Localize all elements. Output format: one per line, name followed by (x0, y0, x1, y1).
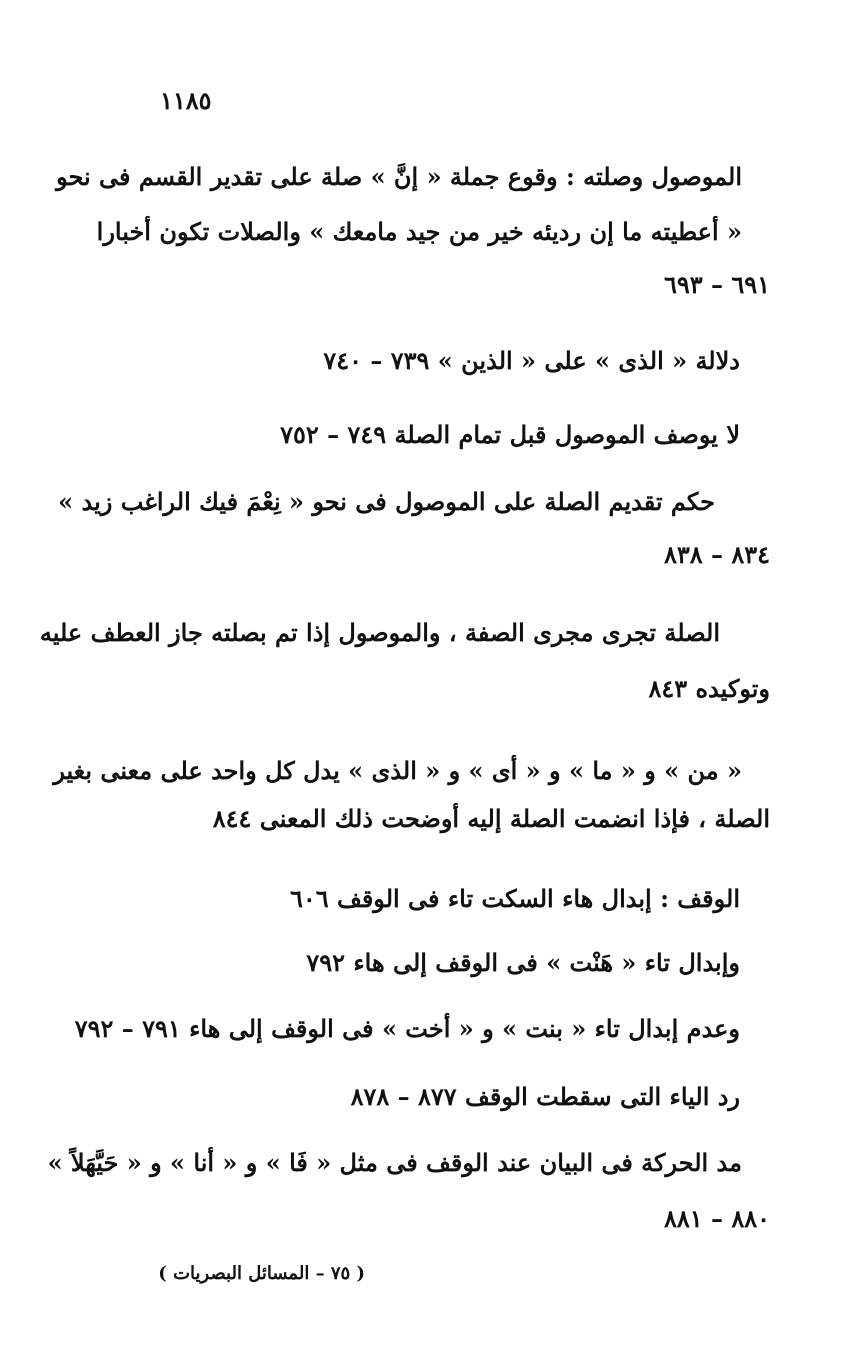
index-entry-line: لا يوصف الموصول قبل تمام الصلة ٧٤٩ – ٧٥٢ (280, 420, 740, 449)
index-entry-line: وعدم إبدال تاء « بنت » و « أخت » فى الوقف إلى هاء ٧٩١ – ٧٩٢ (74, 1014, 740, 1043)
page-footer: ( ٧٥ – المسائل البصريات ) (158, 1263, 365, 1284)
index-entry-line: رد الياء التى سقطت الوقف ٨٧٧ – ٨٧٨ (350, 1082, 740, 1111)
index-entry-line: الصلة تجرى مجرى الصفة ، والموصول إذا تم بصلته جاز العطف عليه (39, 618, 720, 647)
index-entry-line: الموصول وصلته : وقوع جملة « إنَّ » صلة على تقدير القسم فى نحو (56, 162, 742, 191)
index-entry-line: « من » و « ما » و « أى » و « الذى » يدل كل واحد على معنى بغير (53, 756, 742, 785)
index-entry-line: ٨٣٤ – ٨٣٨ (663, 540, 770, 569)
index-entry-line: الوقف : إبدال هاء السكت تاء فى الوقف ٦٠٦ (289, 884, 740, 913)
index-entry-line: الصلة ، فإذا انضمت الصلة إليه أوضحت ذلك المعنى ٨٤٤ (212, 804, 770, 833)
index-entry-line: حكم تقديم الصلة على الموصول فى نحو « نِعْمَ فيك الراغب زيد » (58, 487, 715, 516)
index-entry-line: وإبدال تاء « هَنْت » فى الوقف إلى هاء ٧٩٢ (306, 948, 740, 977)
index-entry-line: دلالة « الذى » على « الذين » ٧٣٩ – ٧٤٠ (323, 346, 740, 375)
index-entry-line: ٨٨٠ – ٨٨١ (663, 1204, 770, 1233)
index-entry-line: وتوكيده ٨٤٣ (648, 674, 770, 703)
index-entry-line: مد الحركة فى البيان عند الوقف فى مثل « فَا » و « أنا » و « حَيَّهَلاً » (47, 1148, 742, 1177)
page-number: ١١٨٥ (160, 86, 212, 115)
index-entry-line: ٦٩١ – ٦٩٣ (663, 270, 770, 299)
index-entry-line: « أعطيته ما إن رديئه خير من جيد مامعك » والصلات تكون أخبارا (96, 217, 742, 246)
